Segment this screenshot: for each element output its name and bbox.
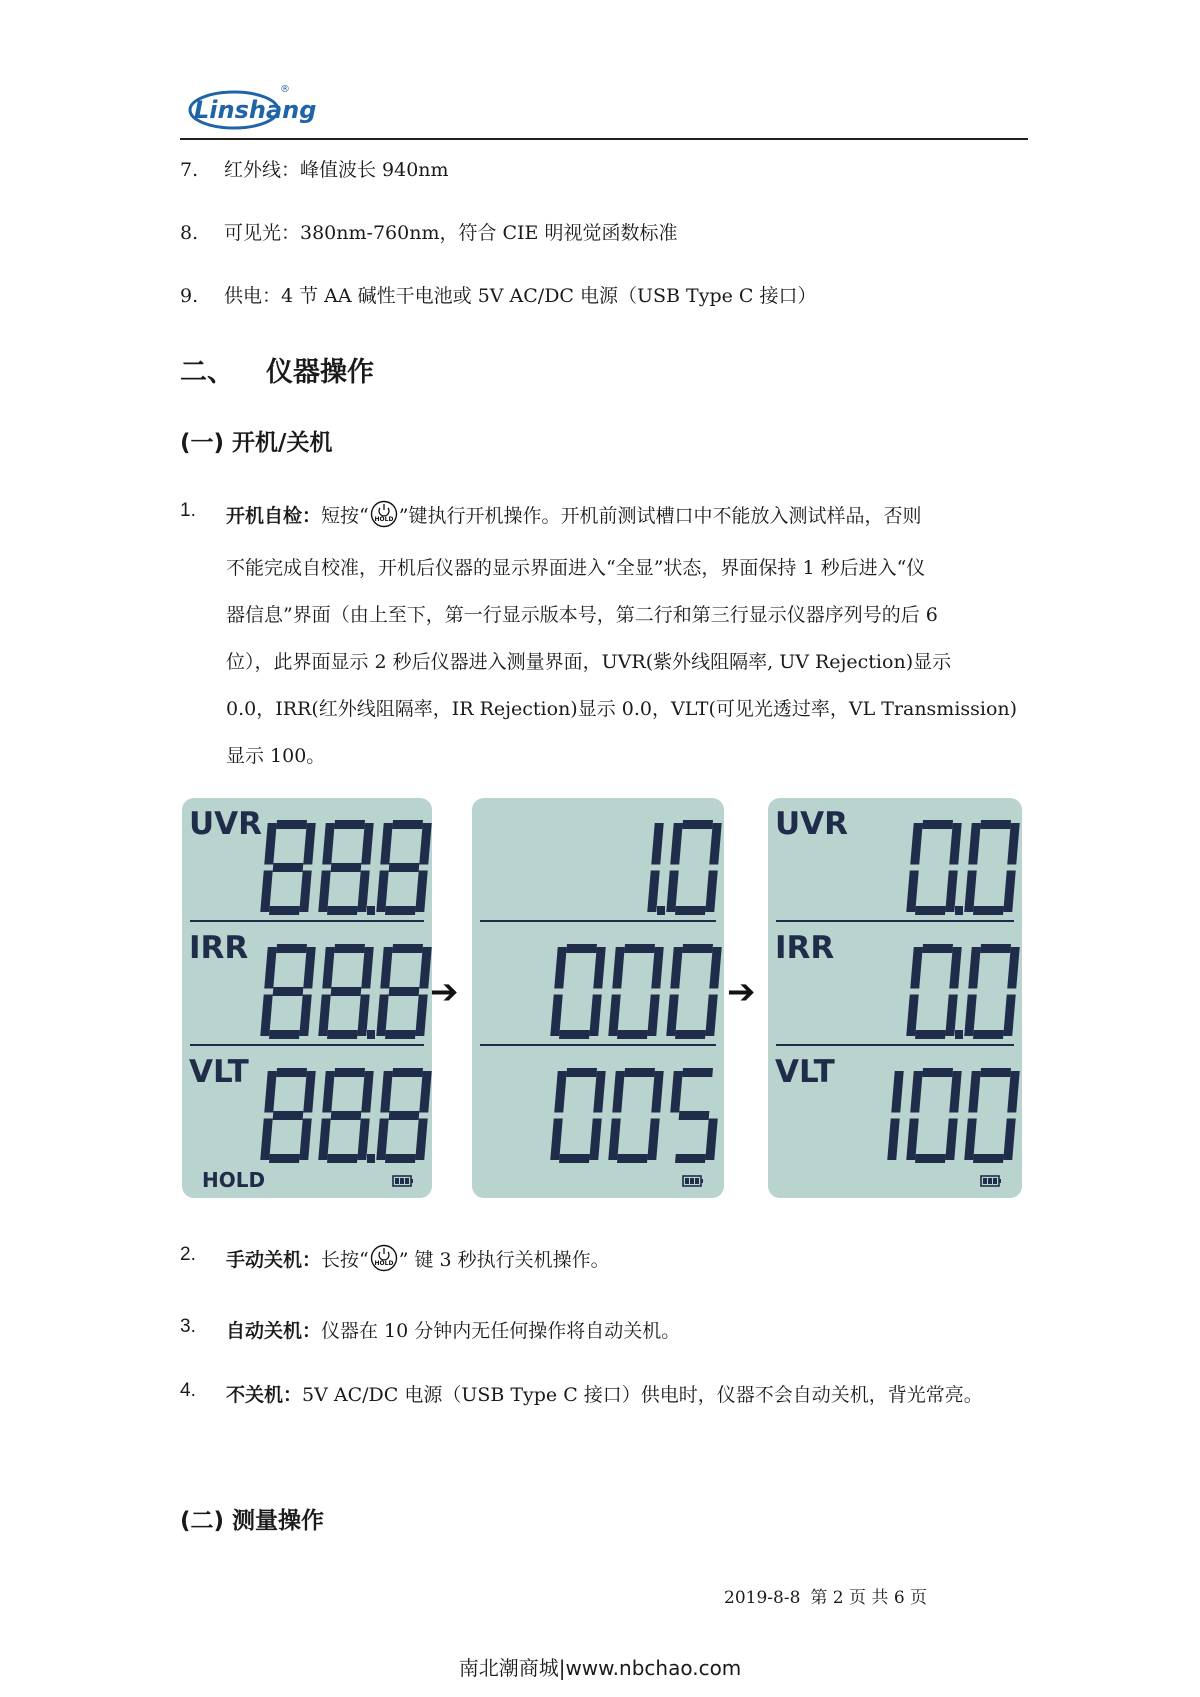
battery-icon <box>682 1175 704 1187</box>
lcd-segment <box>276 820 307 829</box>
lcd-segment <box>666 871 678 913</box>
vlt-label: VLT <box>189 1054 249 1090</box>
irr-label: IRR <box>189 930 249 966</box>
power-hold-icon <box>370 1244 398 1272</box>
lcd-segment <box>299 995 311 1037</box>
lcd-segment <box>264 823 276 865</box>
spec-item-7 <box>180 158 449 182</box>
uvr-digits <box>842 820 1012 915</box>
lcd-segment <box>608 995 620 1037</box>
paragraph-line: 不能完成自校准，开机后仪器的显示界面进入“全显”状态，界面保持 1 秒后进入“仪 <box>226 557 926 579</box>
lcd-segment <box>682 1068 713 1077</box>
lcd-segment <box>705 871 717 913</box>
header-rule <box>180 138 1028 140</box>
lcd-segment <box>260 1119 272 1161</box>
lcd-segment <box>980 1068 1011 1077</box>
lcd-segment <box>906 871 918 913</box>
lcd-segment <box>670 1071 682 1113</box>
text-run: 5V AC/DC 电源（USB Type C 接口）供电时，仪器不会自动关机，背光常亮。 <box>302 1384 983 1406</box>
lcd-segment <box>675 906 706 915</box>
lcd-decimal-point <box>657 906 665 915</box>
row-divider <box>190 1044 424 1046</box>
lcd-segment <box>299 1119 311 1161</box>
lcd-segment <box>945 995 957 1037</box>
lcd-segment <box>276 1068 307 1077</box>
spec-text: 可见光：380nm-760nm，符合 CIE 明视觉函数标准 <box>224 222 678 244</box>
text-run: ” 键 3 秒执行关机操作。 <box>398 1249 610 1271</box>
text-run: 短按“ <box>321 505 369 527</box>
lcd-segment <box>276 944 307 953</box>
footer-date: 2019-8-8 <box>724 1588 801 1608</box>
lcd-segment <box>964 1119 976 1161</box>
vlt-digits <box>842 1068 1012 1163</box>
lcd-segment <box>968 1071 980 1113</box>
lcd-segment <box>1003 995 1015 1037</box>
spec-text: 红外线：峰值波长 940nm <box>224 159 449 181</box>
lcd-segment <box>392 820 423 829</box>
lcd-segment <box>303 823 315 865</box>
linshang-logo <box>188 80 317 136</box>
row-divider <box>190 920 424 922</box>
svg-text:HOLD: HOLD <box>374 1260 394 1267</box>
lcd-segment <box>922 1068 953 1077</box>
row-divider <box>480 920 716 922</box>
lcd-segment <box>334 1068 365 1077</box>
lcd-decimal-point <box>955 1030 963 1039</box>
uvr-label: UVR <box>775 806 849 842</box>
lcd-segment <box>973 1154 1004 1163</box>
lcd-segment <box>964 871 976 913</box>
lcd-segment <box>1007 1071 1019 1113</box>
lcd-segment <box>949 947 961 989</box>
paragraph-line <box>226 1316 680 1343</box>
lcd-segment <box>617 1154 648 1163</box>
lcd-segment <box>973 1030 1004 1039</box>
lcd-segment <box>550 995 562 1037</box>
svg-text:®: ® <box>280 84 290 95</box>
version-digits <box>544 820 714 915</box>
lcd-decimal-point <box>367 906 375 915</box>
lcd-segment <box>361 947 373 989</box>
lcd-segment <box>327 906 358 915</box>
lcd-segment <box>264 1071 276 1113</box>
page-footer <box>724 1583 937 1608</box>
lcd-segment <box>589 1119 601 1161</box>
lcd-segment <box>1007 823 1019 865</box>
svg-text:Linshang: Linshang <box>194 96 317 124</box>
lcd-segment <box>679 1111 710 1120</box>
lcd-segment <box>915 1030 946 1039</box>
row-divider <box>776 920 1014 922</box>
lcd-segment <box>273 1111 304 1120</box>
spec-item-9 <box>180 284 816 308</box>
lcd-segment <box>964 995 976 1037</box>
lcd-segment <box>980 820 1011 829</box>
lcd-segment <box>299 871 311 913</box>
lcd-segment <box>705 1119 717 1161</box>
arrow-icon: ➔ <box>430 972 459 1012</box>
lcd-segment <box>922 820 953 829</box>
lcd-segment <box>910 1071 922 1113</box>
spec-number: 8. <box>180 222 199 244</box>
lcd-segment <box>949 1071 961 1113</box>
auto-power-off-item <box>180 1316 1040 1344</box>
lcd-segment <box>415 1119 427 1161</box>
lcd-segment <box>612 947 624 989</box>
lcd-segment <box>906 1119 918 1161</box>
vlt-label: VLT <box>775 1054 835 1090</box>
lcd-segment <box>331 987 362 996</box>
lcd-decimal-point <box>955 906 963 915</box>
lcd-segment <box>593 1071 605 1113</box>
lcd-segment <box>922 944 953 953</box>
item-label: 手动关机： <box>226 1249 322 1271</box>
lcd-segment <box>389 987 420 996</box>
lcd-segment <box>260 871 272 913</box>
lcd-segment <box>357 995 369 1037</box>
lcd-segment <box>705 995 717 1037</box>
lcd-segment <box>322 947 334 989</box>
uvr-digits <box>254 820 424 915</box>
lcd-segment <box>559 1154 590 1163</box>
lcd-segment <box>273 987 304 996</box>
lcd-segment <box>322 1071 334 1113</box>
row-divider <box>480 1044 716 1046</box>
lcd-segment <box>322 823 334 865</box>
lcd-segment <box>415 871 427 913</box>
lcd-segment <box>318 995 330 1037</box>
lcd-segment <box>910 947 922 989</box>
lcd-segment <box>334 944 365 953</box>
lcd-segment <box>651 823 663 865</box>
lcd-segment <box>891 1071 903 1113</box>
text-run: 长按“ <box>321 1249 369 1271</box>
lcd-segment <box>273 863 304 872</box>
lcd-segment <box>385 906 416 915</box>
item-number: 4. <box>180 1380 196 1401</box>
section-number: 二、 <box>180 357 234 388</box>
lcd-segment <box>376 1119 388 1161</box>
lcd-segment <box>419 1071 431 1113</box>
lcd-segment <box>1003 871 1015 913</box>
lcd-segment <box>385 1154 416 1163</box>
lcd-segment <box>380 1071 392 1113</box>
lcd-segment <box>415 995 427 1037</box>
lcd-segment <box>968 947 980 989</box>
lcd-segment <box>566 944 597 953</box>
lcd-segment <box>318 871 330 913</box>
lcd-segment <box>675 1030 706 1039</box>
lcd-segment <box>566 1068 597 1077</box>
lcd-segment <box>385 1030 416 1039</box>
paragraph-line <box>226 1244 610 1272</box>
paragraph-line: 0.0，IRR(红外线阻隔率，IR Rejection)显示 0.0，VLT(可见光透过率，VL Transmission) <box>226 698 1018 720</box>
lcd-segment <box>915 1154 946 1163</box>
subsection-heading-measurement <box>180 1502 324 1535</box>
text-run: ”键执行开机操作。开机前测试槽口中不能放入测试样品，否则 <box>398 505 922 527</box>
no-power-off-item <box>180 1380 1040 1408</box>
lcd-segment <box>376 871 388 913</box>
text-run: 仪器在 10 分钟内无任何操作将自动关机。 <box>321 1320 681 1342</box>
arrow-icon: ➔ <box>727 972 756 1012</box>
lcd-segment <box>887 1119 899 1161</box>
lcd-segment <box>269 1030 300 1039</box>
lcd-segment <box>612 1071 624 1113</box>
lcd-segment <box>675 1154 706 1163</box>
lcd-segment <box>709 823 721 865</box>
spec-number: 9. <box>180 285 199 307</box>
subsection-number: (二) <box>180 1508 225 1534</box>
lcd-segment <box>945 1119 957 1161</box>
lcd-segment <box>392 1068 423 1077</box>
lcd-segment <box>651 1071 663 1113</box>
lcd-segment <box>1007 947 1019 989</box>
subsection-heading-power <box>180 424 332 457</box>
lcd-segment <box>334 820 365 829</box>
paragraph-line: 位），此界面显示 2 秒后仪器进入测量界面，UVR(紫外线阻隔率, UV Rejection)显示 <box>226 651 952 673</box>
lcd-segment <box>554 947 566 989</box>
lcd-segment <box>357 871 369 913</box>
lcd-segment <box>559 1030 590 1039</box>
subsection-number: (一) <box>180 430 225 456</box>
lcd-segment <box>331 863 362 872</box>
lcd-segment <box>670 947 682 989</box>
lcd-segment <box>269 1154 300 1163</box>
lcd-segment <box>550 1119 562 1161</box>
paragraph-line <box>226 500 921 528</box>
lcd-screen-full-display <box>182 798 432 1198</box>
lcd-segment <box>376 995 388 1037</box>
lcd-segment <box>593 947 605 989</box>
item-number: 1. <box>180 500 196 521</box>
lcd-segment <box>624 944 655 953</box>
manual-power-off-item <box>180 1244 1040 1276</box>
lcd-segment <box>670 823 682 865</box>
lcd-segment <box>651 947 663 989</box>
spec-number: 7. <box>180 159 199 181</box>
lcd-segment <box>361 823 373 865</box>
lcd-segment <box>682 944 713 953</box>
lcd-segment <box>380 947 392 989</box>
item-number: 3. <box>180 1316 196 1337</box>
lcd-segment <box>357 1119 369 1161</box>
paragraph-line: 显示 100。 <box>226 745 326 767</box>
paragraph-line <box>226 1380 983 1407</box>
battery-icon <box>980 1175 1002 1187</box>
lcd-segment <box>380 823 392 865</box>
lcd-segment <box>910 823 922 865</box>
lcd-screen-device-info <box>472 798 724 1198</box>
lcd-segment <box>624 1068 655 1077</box>
section-heading <box>180 350 374 389</box>
subsection-title: 开机/关机 <box>232 430 333 456</box>
lcd-screen-measurement <box>768 798 1022 1198</box>
lcd-segment <box>949 823 961 865</box>
lcd-segment <box>968 823 980 865</box>
vlt-digits <box>254 1068 424 1163</box>
lcd-segment <box>554 1071 566 1113</box>
spec-text: 供电：4 节 AA 碱性干电池或 5V AC/DC 电源（USB Type C 接口） <box>224 285 817 307</box>
lcd-segment <box>392 944 423 953</box>
item-number: 2. <box>180 1244 196 1265</box>
lcd-segment <box>327 1154 358 1163</box>
svg-text:HOLD: HOLD <box>374 516 394 523</box>
serial-digits-2 <box>544 1068 714 1163</box>
paragraph-line: 器信息”界面（由上至下，第一行显示版本号，第二行和第三行显示仪器序列号的后 6 <box>226 604 938 626</box>
irr-digits <box>842 944 1012 1039</box>
lcd-segment <box>647 871 659 913</box>
site-watermark: 南北潮商城|www.nbchao.com <box>458 1656 742 1680</box>
lcd-decimal-point <box>367 1030 375 1039</box>
hold-indicator: HOLD <box>202 1168 266 1192</box>
uvr-label: UVR <box>189 806 263 842</box>
lcd-segment <box>269 906 300 915</box>
power-on-self-test-item <box>180 500 1040 770</box>
subsection-title: 测量操作 <box>232 1508 325 1534</box>
lcd-segment <box>647 1119 659 1161</box>
lcd-segment <box>264 947 276 989</box>
battery-icon <box>392 1175 414 1187</box>
lcd-segment <box>589 995 601 1037</box>
lcd-segment <box>318 1119 330 1161</box>
lcd-segment <box>608 1119 620 1161</box>
lcd-segment <box>361 1071 373 1113</box>
lcd-segment <box>945 871 957 913</box>
lcd-segment <box>389 1111 420 1120</box>
lcd-segment <box>331 1111 362 1120</box>
lcd-segment <box>666 995 678 1037</box>
lcd-segment <box>647 995 659 1037</box>
item-label: 不关机： <box>226 1384 303 1406</box>
section-title: 仪器操作 <box>266 357 374 388</box>
page-number: 第 2 页 共 6 页 <box>810 1588 928 1608</box>
lcd-segment <box>1003 1119 1015 1161</box>
item-label: 开机自检： <box>226 505 322 527</box>
irr-digits <box>254 944 424 1039</box>
lcd-segment <box>915 906 946 915</box>
lcd-segment <box>906 995 918 1037</box>
lcd-segment <box>709 947 721 989</box>
power-hold-icon <box>370 500 398 528</box>
lcd-segment <box>260 995 272 1037</box>
lcd-segment <box>389 863 420 872</box>
item-label: 自动关机： <box>226 1320 322 1342</box>
lcd-segment <box>303 947 315 989</box>
lcd-segment <box>617 1030 648 1039</box>
row-divider <box>776 1044 1014 1046</box>
lcd-segment <box>980 944 1011 953</box>
serial-digits-1 <box>544 944 714 1039</box>
lcd-segment <box>327 1030 358 1039</box>
lcd-decimal-point <box>367 1154 375 1163</box>
lcd-segment <box>973 906 1004 915</box>
irr-label: IRR <box>775 930 835 966</box>
lcd-segment <box>682 820 713 829</box>
lcd-segment <box>303 1071 315 1113</box>
spec-item-8 <box>180 221 677 245</box>
lcd-segment <box>419 823 431 865</box>
